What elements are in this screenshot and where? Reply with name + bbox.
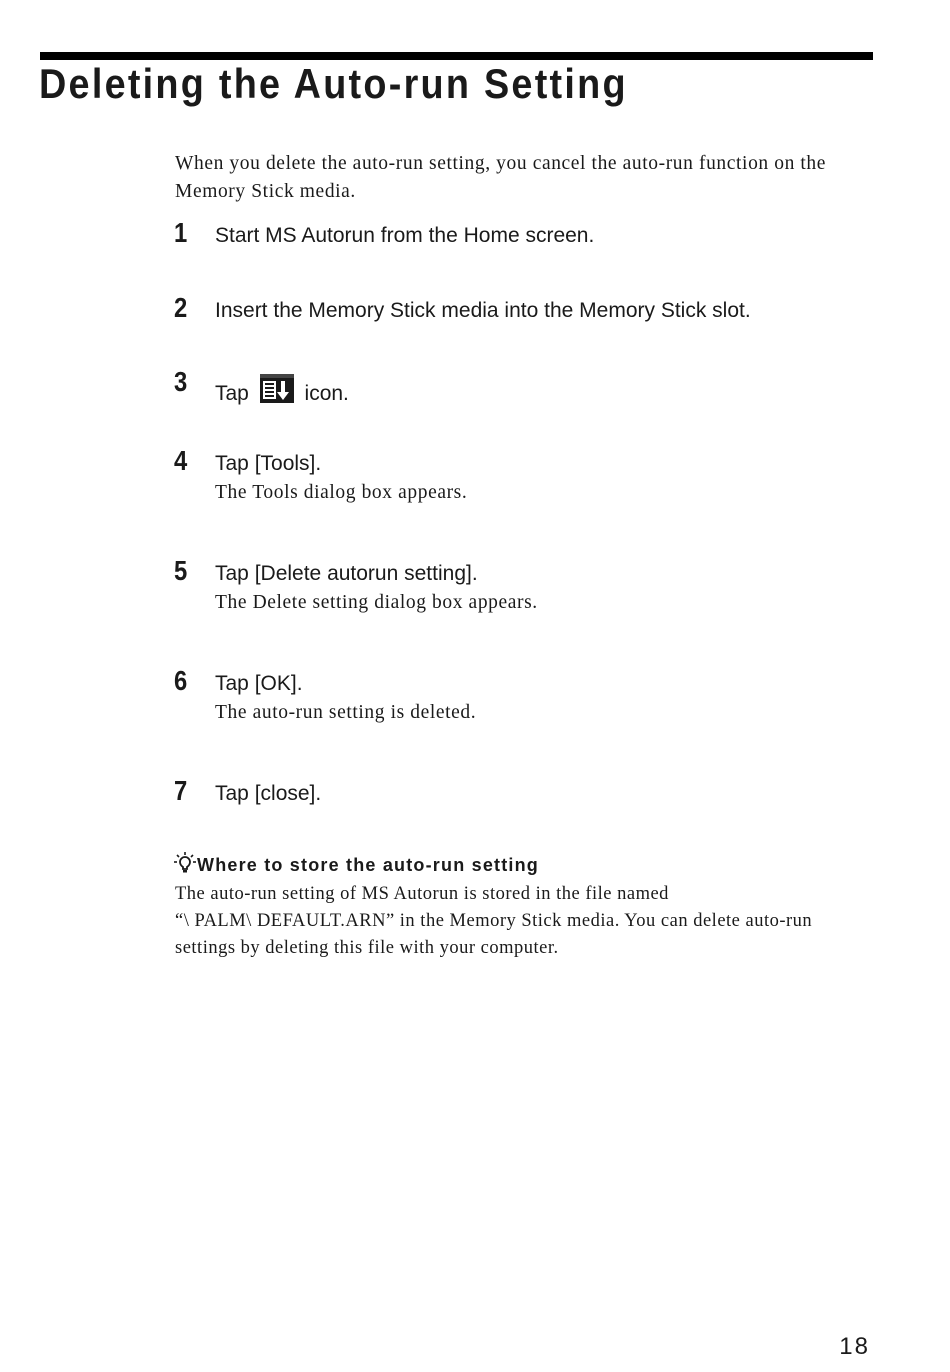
step-number: 6: [174, 665, 188, 696]
step-number: 3: [174, 366, 188, 397]
step-number: 2: [174, 292, 188, 323]
step-result: The Tools dialog box appears.: [215, 482, 468, 503]
ms-autorun-app-icon: [259, 372, 295, 411]
step-number: 1: [174, 217, 188, 248]
step-result: The Delete setting dialog box appears.: [215, 592, 538, 613]
tip-line: settings by deleting this file with your computer.: [175, 938, 559, 958]
step-result: The auto-run setting is deleted.: [215, 702, 477, 723]
step-number: 7: [174, 775, 188, 806]
step-text: [215, 372, 349, 411]
tip-line: The auto-run setting of MS Autorun is stored in the file named: [175, 884, 669, 904]
page-title: Deleting the Auto-run Setting: [39, 60, 628, 107]
page-number: 18: [839, 1333, 870, 1360]
step-number: 4: [174, 445, 188, 476]
step-text-after-icon: icon.: [298, 382, 349, 405]
step-text: Tap [OK].: [215, 672, 303, 695]
tip-heading: [174, 852, 539, 880]
step-text: Start MS Autorun from the Home screen.: [215, 224, 595, 247]
tip-heading-text: Where to store the auto-run setting: [197, 855, 540, 875]
step-number: 5: [174, 555, 188, 586]
step-text-before-icon: Tap: [215, 382, 255, 405]
intro-paragraph: When you delete the auto-run setting, you cancel the auto-run function on the Memory Stick media.: [175, 153, 827, 202]
step-text: Tap [close].: [215, 782, 322, 805]
step-text: Tap [Delete autorun setting].: [215, 562, 478, 585]
title-rule: [40, 52, 873, 60]
tip-body: [175, 881, 875, 962]
lightbulb-icon: [174, 852, 196, 880]
step-text: Tap [Tools].: [215, 452, 322, 475]
step-text: Insert the Memory Stick media into the Memory Stick slot.: [215, 299, 751, 322]
tip-line: “\ PALM\ DEFAULT.ARN” in the Memory Stick media. You can delete auto-run: [175, 911, 813, 931]
